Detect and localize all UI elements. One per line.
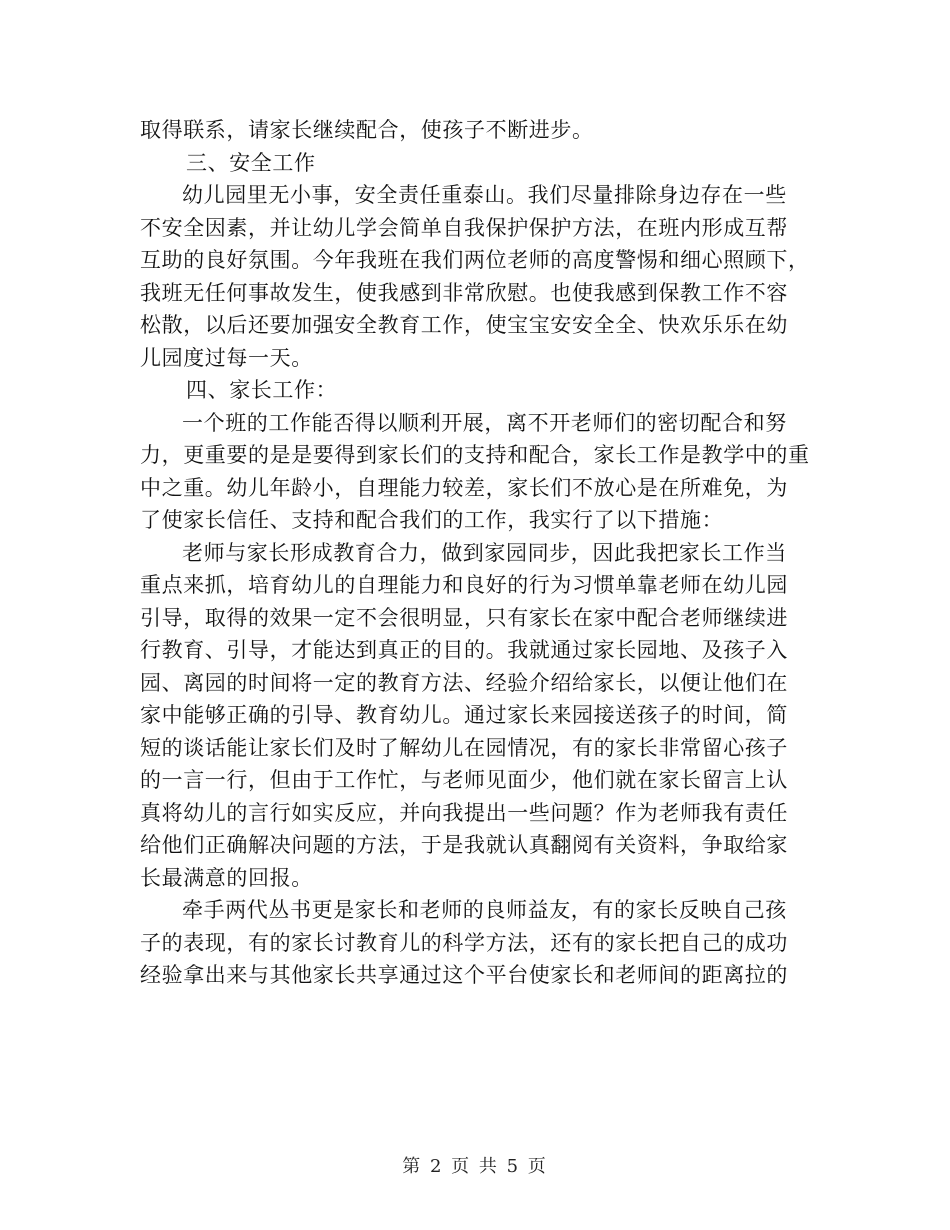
text-line: 我班无任何事故发生，使我感到非常欣慰。也使我感到保教工作不容 — [140, 280, 788, 305]
text-line: 了使家长信任、支持和配合我们的工作，我实行了以下措施： — [140, 508, 724, 532]
text-line: 三、安全工作 — [186, 150, 316, 175]
text-line: 牵手两代丛书更是家长和老师的良师益友，有的家长反映自己孩 — [182, 898, 787, 922]
text-line: 家中能够正确的引导、教育幼儿。通过家长来园接送孩子的时间，简 — [140, 703, 788, 727]
text-line: 中之重。幼儿年龄小，自理能力较差，家长们不放心是在所难免，为 — [140, 475, 788, 500]
text-line: 真将幼儿的言行如实反应，并向我提出一些问题？作为老师我有责任 — [140, 800, 788, 825]
text-line: 四、家长工作： — [186, 378, 338, 402]
text-line: 不安全因素，并让幼儿学会简单自我保护保护方法，在班内形成互帮 — [140, 215, 788, 240]
text-line: 老师与家长形成教育合力，做到家园同步，因此我把家长工作当 — [182, 540, 787, 565]
text-line: 园、离园的时间将一定的教育方法、经验介绍给家长，以便让他们在 — [140, 670, 788, 695]
text-line: 互助的良好氛围。今年我班在我们两位老师的高度警惕和细心照顾下， — [140, 248, 810, 272]
text-line: 松散，以后还要加强安全教育工作，使宝宝安安全全、快欢乐乐在幼 — [140, 313, 788, 337]
text-line: 幼儿园里无小事，安全责任重泰山。我们尽量排除身边存在一些 — [182, 183, 787, 207]
text-line: 的一言一行，但由于工作忙，与老师见面少，他们就在家长留言上认 — [140, 768, 788, 792]
text-line: 短的谈话能让家长们及时了解幼儿在园情况，有的家长非常留心孩子 — [140, 735, 788, 760]
text-line: 行教育、引导，才能达到真正的目的。我就通过家长园地、及孩子入 — [140, 638, 788, 662]
page-number-footer: 第 2 页 共 5 页 — [402, 1156, 548, 1177]
text-line: 长最满意的回报。 — [140, 865, 313, 890]
text-line: 重点来抓，培育幼儿的自理能力和良好的行为习惯单靠老师在幼儿园 — [140, 573, 788, 597]
text-line: 经验拿出来与其他家长共享通过这个平台使家长和老师间的距离拉的 — [140, 963, 788, 987]
text-line: 取得联系，请家长继续配合，使孩子不断进步。 — [140, 118, 594, 142]
text-line: 力，更重要的是是要得到家长们的支持和配合，家长工作是教学中的重 — [140, 443, 810, 467]
text-line: 子的表现，有的家长讨教育儿的科学方法，还有的家长把自己的成功 — [140, 930, 788, 955]
text-line: 一个班的工作能否得以顺利开展，离不开老师们的密切配合和努 — [182, 410, 787, 435]
text-line: 给他们正确解决问题的方法，于是我就认真翻阅有关资料，争取给家 — [140, 833, 788, 857]
document-body — [140, 114, 810, 992]
text-line: 儿园度过每一天。 — [140, 345, 313, 370]
text-line: 引导，取得的效果一定不会很明显，只有家长在家中配合老师继续进 — [140, 605, 788, 630]
